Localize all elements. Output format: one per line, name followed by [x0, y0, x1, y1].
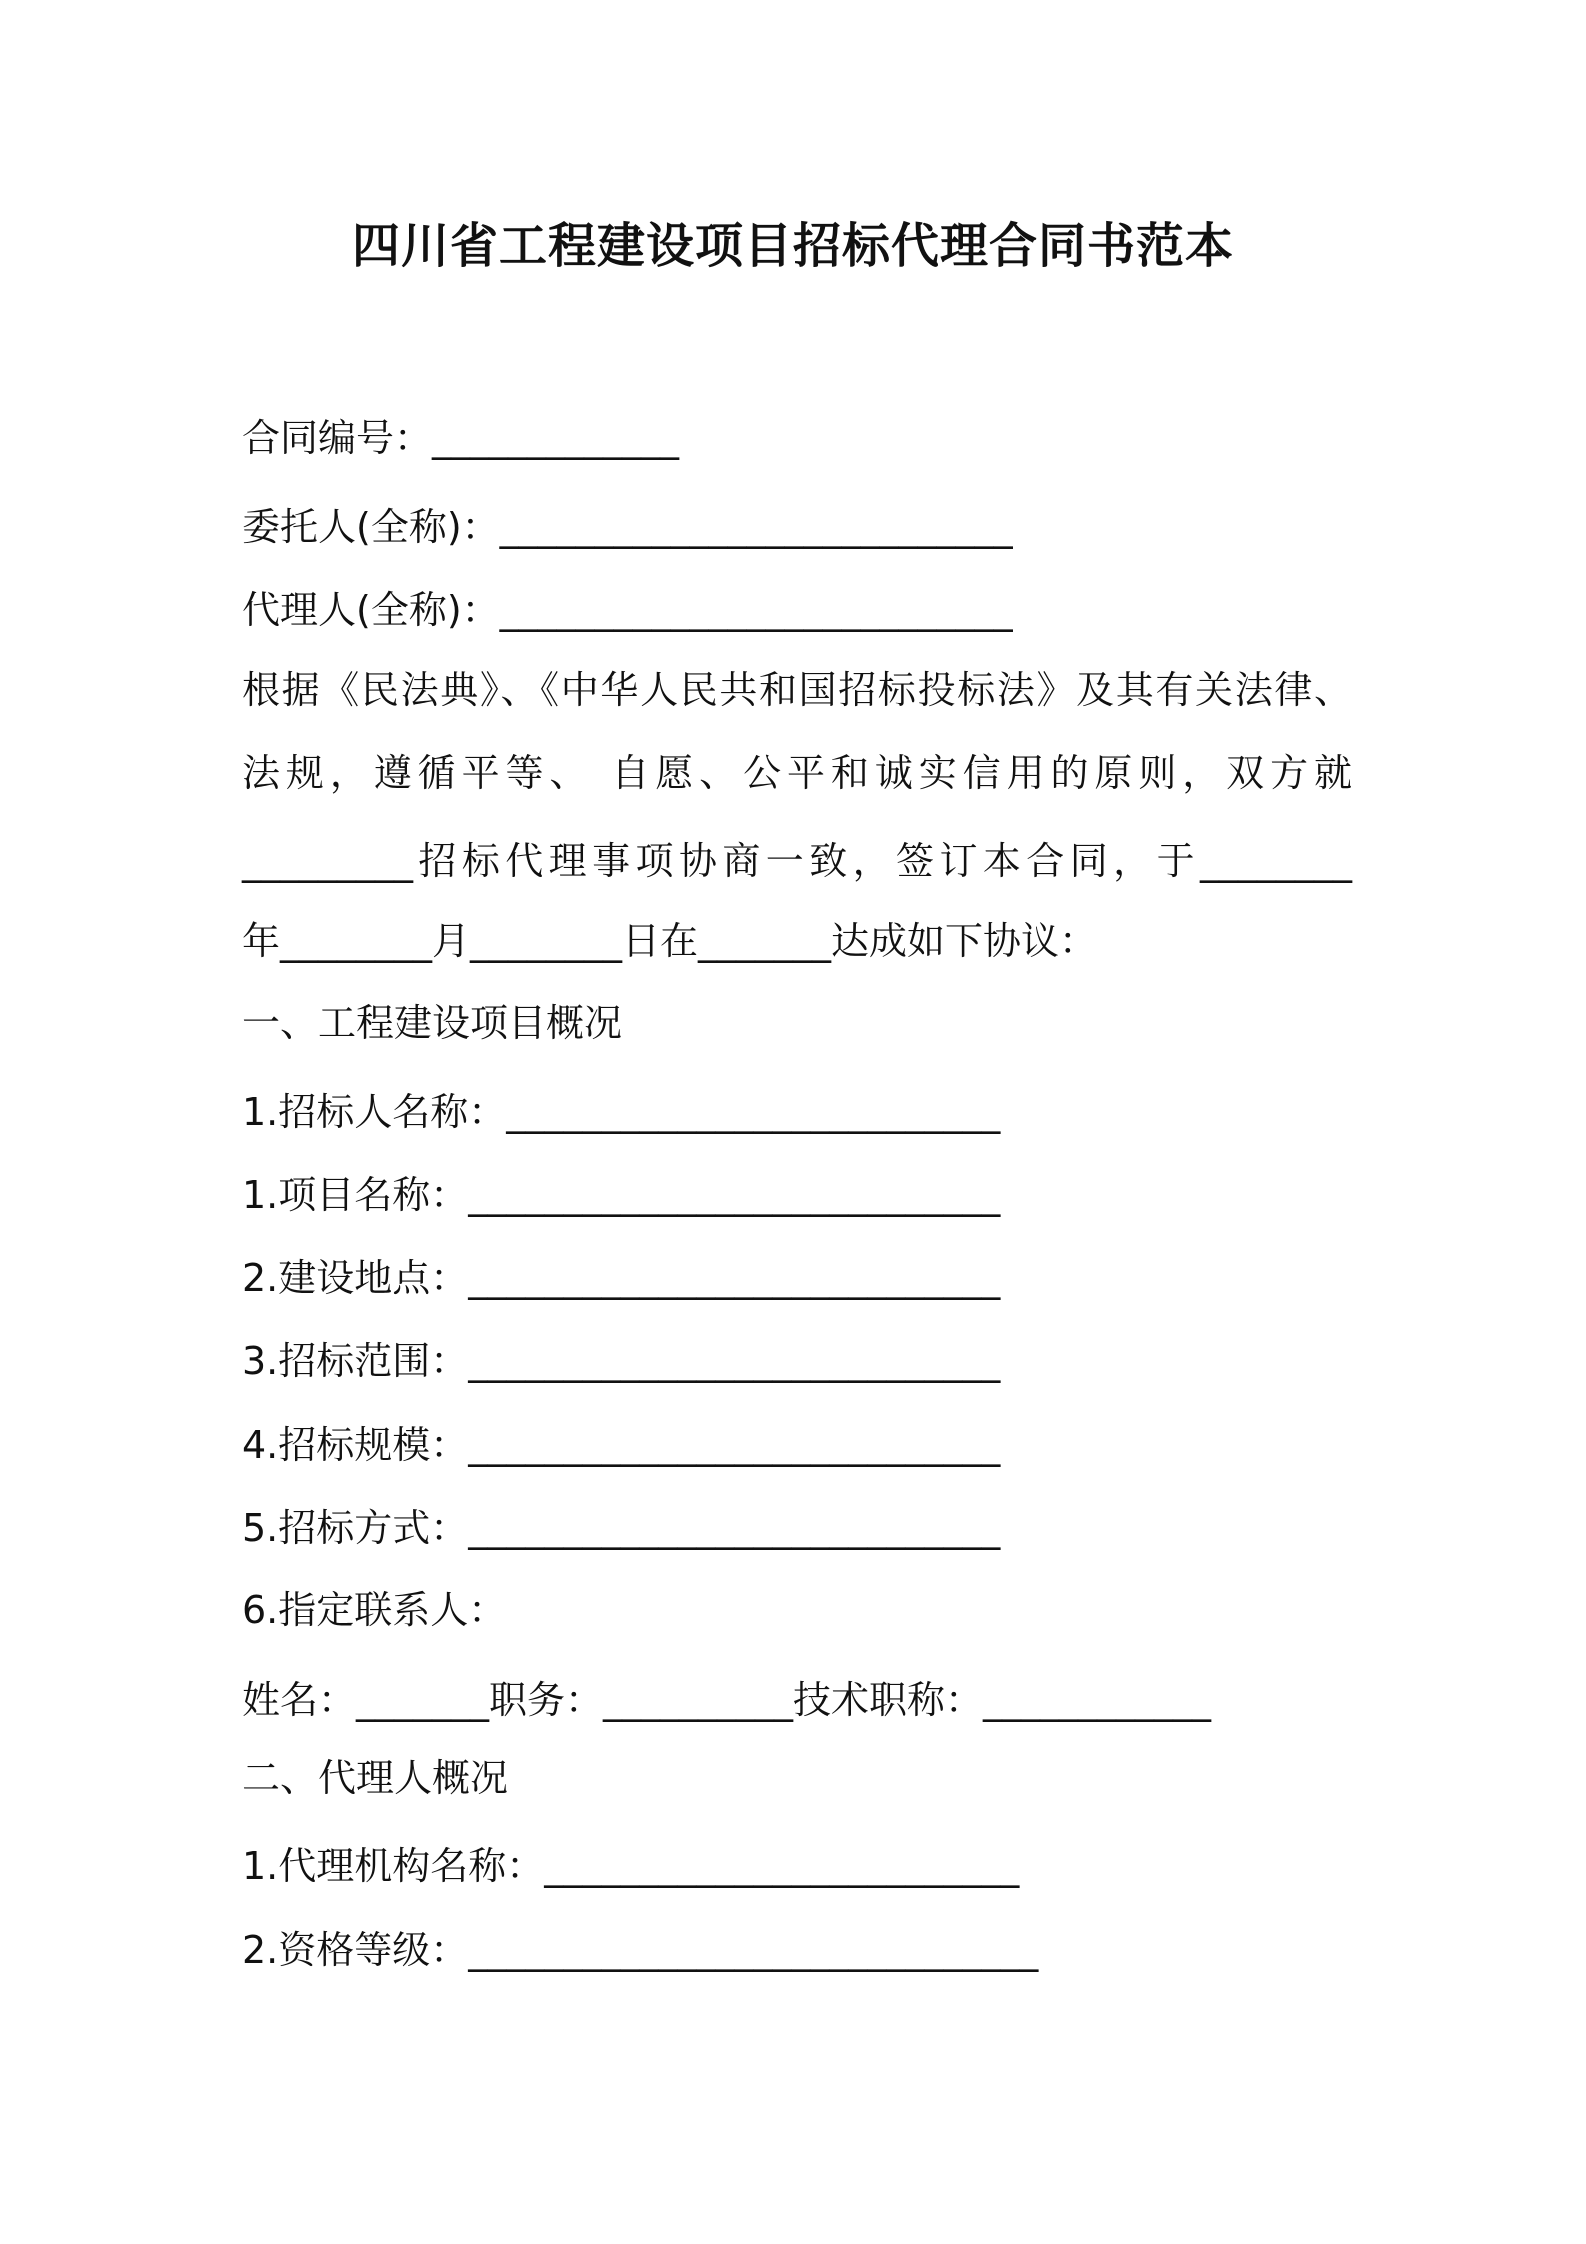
qualification-level-field: 2.资格等级：______________________________ [242, 1928, 1039, 1972]
contact-details-field: 姓名：_______职务：__________技术职称：____________ [242, 1678, 1212, 1722]
preamble-line-3: _________招标代理事项协商一致，签订本合同，于________ [242, 839, 1352, 883]
preamble-line-4: 年________月________日在_______达成如下协议： [242, 919, 1098, 963]
preamble-line-1: 根据《民法典》、《中华人民共和国招标投标法》及其有关法律、 [242, 668, 1352, 712]
tender-scope-field: 3.招标范围：____________________________ [242, 1339, 1001, 1383]
preamble-line-2: 法规，遵循平等、 自愿、公平和诚实信用的原则，双方就 [242, 751, 1352, 795]
agency-name-field: 1.代理机构名称：_________________________ [242, 1844, 1020, 1888]
construction-location-field: 2.建设地点：____________________________ [242, 1256, 1001, 1300]
contract-number-field: 合同编号：_____________ [242, 416, 680, 460]
document-title: 四川省工程建设项目招标代理合同书范本 [351, 218, 1234, 274]
section-heading-agent: 二、代理人概况 [242, 1756, 509, 1800]
project-name-field: 1.项目名称：____________________________ [242, 1173, 1001, 1217]
section-heading-project: 一、工程建设项目概况 [242, 1001, 623, 1045]
designated-contact-label: 6.指定联系人： [242, 1588, 507, 1632]
tender-scale-field: 4.招标规模：____________________________ [242, 1423, 1001, 1467]
tender-method-field: 5.招标方式：____________________________ [242, 1506, 1001, 1550]
tenderer-name-field: 1.招标人名称：__________________________ [242, 1090, 1001, 1134]
principal-field: 委托人(全称)：___________________________ [242, 505, 1013, 549]
agent-field: 代理人(全称)：___________________________ [242, 588, 1013, 632]
